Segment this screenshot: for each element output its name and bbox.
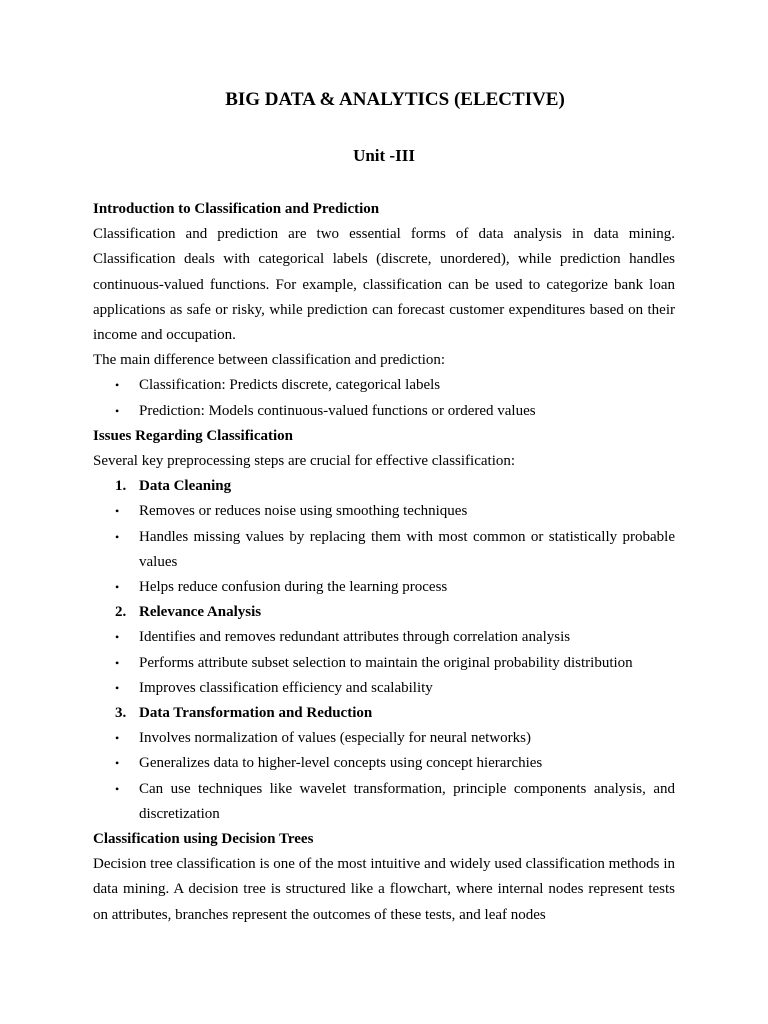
list-item bbox=[93, 525, 675, 575]
bullet-icon: • bbox=[115, 731, 120, 746]
bullet-icon: • bbox=[115, 378, 120, 393]
list-item bbox=[93, 625, 675, 650]
difference-intro: The main difference between classification and prediction: bbox=[93, 352, 446, 369]
bullet-icon: • bbox=[115, 504, 120, 519]
numbered-step-heading bbox=[93, 474, 675, 499]
bullet-icon: • bbox=[115, 403, 120, 418]
issues-intro: Several key preprocessing steps are crucial for effective classification: bbox=[93, 453, 516, 470]
step-number: 3. bbox=[115, 705, 127, 722]
bullet-icon: • bbox=[115, 655, 120, 670]
section-heading-intro: Introduction to Classification and Prediction bbox=[93, 201, 380, 217]
decision-tree-paragraph: Decision tree classification is one of the most intuitive and widely used classification methods in data mining. A decision tree is structured like a flowchart, where internal nodes represent tests on attributes, branches represent the outcomes of these tests, and leaf nodes bbox=[93, 856, 675, 923]
step-number: 2. bbox=[115, 604, 127, 621]
list-item bbox=[93, 399, 675, 424]
list-item bbox=[93, 651, 675, 676]
list-item-text: Can use techniques like wavelet transformation, principle components analysis, and discretization bbox=[139, 780, 675, 822]
list-item-text: Generalizes data to higher-level concepts using concept hierarchies bbox=[139, 755, 543, 772]
bullet-icon: • bbox=[115, 630, 120, 645]
step-number: 1. bbox=[115, 478, 127, 495]
list-item-text: Removes or reduces noise using smoothing techniques bbox=[139, 503, 468, 520]
document-body bbox=[93, 197, 675, 928]
document-title: BIG DATA & ANALYTICS (ELECTIVE) bbox=[225, 89, 565, 110]
list-item-text: Improves classification efficiency and scalability bbox=[139, 679, 433, 696]
bullet-icon: • bbox=[115, 781, 120, 796]
list-item bbox=[93, 777, 675, 827]
list-item-text: Handles missing values by replacing them with most common or statistically probable values bbox=[139, 528, 675, 570]
list-item-text: Classification: Predicts discrete, categorical labels bbox=[139, 377, 441, 394]
bullet-icon: • bbox=[115, 680, 120, 695]
list-item bbox=[93, 751, 675, 776]
step-title: Data Cleaning bbox=[139, 478, 232, 495]
list-item-text: Performs attribute subset selection to maintain the original probability distribution bbox=[139, 654, 633, 671]
list-item bbox=[93, 676, 675, 701]
list-item bbox=[93, 726, 675, 751]
step-title: Data Transformation and Reduction bbox=[139, 705, 373, 722]
list-item bbox=[93, 373, 675, 398]
step-title: Relevance Analysis bbox=[139, 604, 262, 621]
section-heading-decision-trees: Classification using Decision Trees bbox=[93, 831, 314, 848]
bullet-icon: • bbox=[115, 756, 120, 771]
list-item-text: Helps reduce confusion during the learning process bbox=[139, 579, 448, 596]
numbered-step-heading bbox=[93, 600, 675, 625]
list-item bbox=[93, 575, 675, 600]
numbered-step-heading bbox=[93, 701, 675, 726]
list-item-text: Identifies and removes redundant attributes through correlation analysis bbox=[139, 629, 571, 646]
unit-title: Unit -III bbox=[353, 146, 415, 165]
list-item-text: Prediction: Models continuous-valued functions or ordered values bbox=[139, 402, 536, 419]
list-item-text: Involves normalization of values (especially for neural networks) bbox=[139, 730, 531, 747]
list-item bbox=[93, 499, 675, 524]
bullet-icon: • bbox=[115, 529, 120, 544]
intro-paragraph: Classification and prediction are two essential forms of data analysis in data mining. Classification deals with categorical labels (discrete, unordered), while prediction handles continuous-valued functions. For example, classification can be used to categorize bank loan applications as safe or risky, while prediction can forecast customer expenditures based on their income and occupation. bbox=[93, 226, 675, 344]
section-heading-issues: Issues Regarding Classification bbox=[93, 427, 294, 444]
bullet-icon: • bbox=[115, 580, 120, 595]
